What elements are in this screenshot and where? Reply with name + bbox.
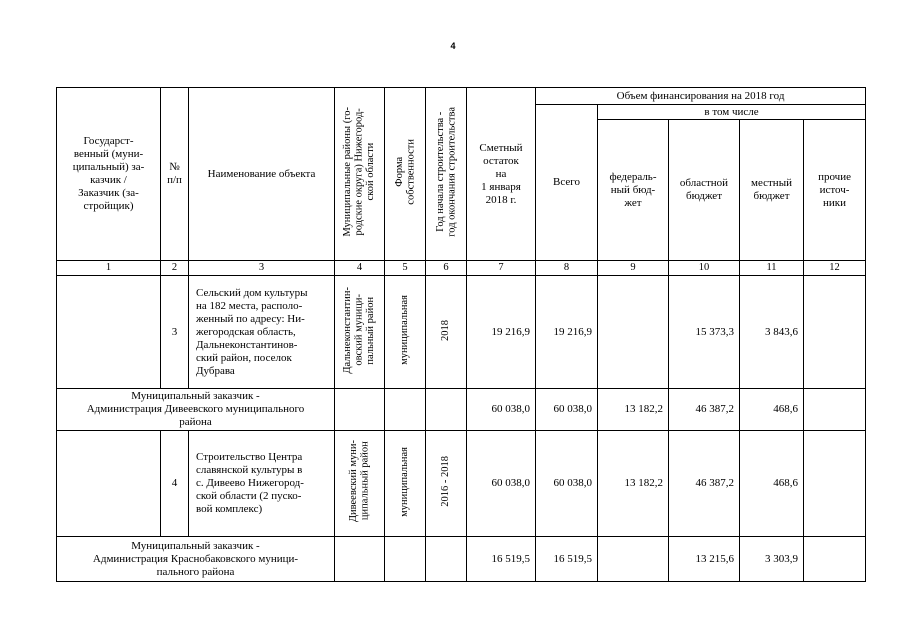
column-number: 11 bbox=[740, 261, 804, 276]
header-ownership: Форма собственности bbox=[393, 139, 416, 205]
column-number: 6 bbox=[426, 261, 467, 276]
row-other bbox=[804, 276, 866, 389]
row-other bbox=[804, 537, 866, 582]
header-federal: федераль- ный бюд- жет bbox=[598, 120, 669, 261]
row-num: 4 bbox=[161, 431, 189, 537]
row-years-cell bbox=[426, 537, 467, 582]
header-object-name: Наименование объекта bbox=[189, 88, 335, 261]
header-customer: Государст- венный (муни- ципальный) за- казчик / Заказчик (за- стройщик) bbox=[57, 88, 161, 261]
row-ownership: муниципальная bbox=[399, 446, 411, 517]
column-number: 2 bbox=[161, 261, 189, 276]
row-balance: 19 216,9 bbox=[467, 276, 536, 389]
row-local: 3 843,6 bbox=[740, 276, 804, 389]
subtotal-row bbox=[57, 537, 866, 582]
row-object-name: Сельский дом культуры на 182 места, располо- женный по адресу: Ни- жегородская область, Дальнеконстантинов- ский район, поселок Дубрава bbox=[189, 276, 335, 389]
row-ownership-cell bbox=[385, 431, 426, 537]
column-number: 8 bbox=[536, 261, 598, 276]
row-balance: 60 038,0 bbox=[467, 389, 536, 431]
row-district-cell bbox=[335, 537, 385, 582]
row-object-name: Строительство Центра славянской культуры в с. Дивеево Нижегород- ской области (2 пуско- вой комплекс) bbox=[189, 431, 335, 537]
header-total: Всего bbox=[536, 105, 598, 261]
row-federal bbox=[598, 537, 669, 582]
row-regional: 15 373,3 bbox=[669, 276, 740, 389]
row-customer: Муниципальный заказчик - Администрация Краснобаковского муници- пального района bbox=[57, 537, 335, 582]
row-balance: 16 519,5 bbox=[467, 537, 536, 582]
column-number: 9 bbox=[598, 261, 669, 276]
header-local: местный бюджет bbox=[740, 120, 804, 261]
row-total: 16 519,5 bbox=[536, 537, 598, 582]
row-num: 3 bbox=[161, 276, 189, 389]
subtotal-row bbox=[57, 389, 866, 431]
row-total: 19 216,9 bbox=[536, 276, 598, 389]
row-customer bbox=[57, 431, 161, 537]
header-funding: Объем финансирования на 2018 год bbox=[536, 88, 866, 105]
row-district: Дивеевский муни- ципальный район bbox=[348, 440, 371, 523]
column-number: 7 bbox=[467, 261, 536, 276]
column-numbers-row bbox=[57, 261, 866, 276]
column-number: 4 bbox=[335, 261, 385, 276]
header-years: Год начала строительства - год окончания строительства bbox=[434, 107, 457, 237]
row-local: 468,6 bbox=[740, 389, 804, 431]
header-regional: областной бюджет bbox=[669, 120, 740, 261]
financing-table bbox=[56, 87, 866, 582]
row-district: Дальнеконстантин- овский муници- пальный район bbox=[342, 286, 377, 374]
row-district-cell bbox=[335, 276, 385, 389]
header-including: в том числе bbox=[598, 105, 866, 120]
row-total: 60 038,0 bbox=[536, 389, 598, 431]
header-years-cell bbox=[426, 88, 467, 261]
row-ownership: муниципальная bbox=[399, 295, 411, 365]
row-years: 2018 bbox=[440, 319, 452, 341]
row-other bbox=[804, 431, 866, 537]
header-ownership-cell bbox=[385, 88, 426, 261]
row-years: 2016 - 2018 bbox=[440, 456, 452, 507]
row-local: 3 303,9 bbox=[740, 537, 804, 582]
row-customer bbox=[57, 276, 161, 389]
column-number: 1 bbox=[57, 261, 161, 276]
row-federal: 13 182,2 bbox=[598, 389, 669, 431]
page-number: 4 bbox=[450, 41, 456, 51]
table-row bbox=[57, 276, 866, 389]
row-district-cell bbox=[335, 389, 385, 431]
row-years-cell bbox=[426, 389, 467, 431]
row-regional: 46 387,2 bbox=[669, 389, 740, 431]
row-federal: 13 182,2 bbox=[598, 431, 669, 537]
row-years-cell bbox=[426, 431, 467, 537]
row-years-cell bbox=[426, 276, 467, 389]
column-number: 10 bbox=[669, 261, 740, 276]
row-regional: 46 387,2 bbox=[669, 431, 740, 537]
header-num: № п/п bbox=[161, 88, 189, 261]
row-total: 60 038,0 bbox=[536, 431, 598, 537]
header-districts: Муниципальные районы (го- родские округа) Нижегород- ской области bbox=[342, 107, 377, 237]
column-number: 12 bbox=[804, 261, 866, 276]
row-balance: 60 038,0 bbox=[467, 431, 536, 537]
row-federal bbox=[598, 276, 669, 389]
row-ownership-cell bbox=[385, 276, 426, 389]
row-other bbox=[804, 389, 866, 431]
header-balance: Сметный остаток на 1 января 2018 г. bbox=[467, 88, 536, 261]
row-district-cell bbox=[335, 431, 385, 537]
row-local: 468,6 bbox=[740, 431, 804, 537]
table-row bbox=[57, 431, 866, 537]
column-number: 3 bbox=[189, 261, 335, 276]
row-customer: Муниципальный заказчик - Администрация Дивеевского муниципального района bbox=[57, 389, 335, 431]
row-ownership-cell bbox=[385, 537, 426, 582]
header-districts-cell bbox=[335, 88, 385, 261]
column-number: 5 bbox=[385, 261, 426, 276]
row-ownership-cell bbox=[385, 389, 426, 431]
row-regional: 13 215,6 bbox=[669, 537, 740, 582]
header-other: прочие источ- ники bbox=[804, 120, 866, 261]
